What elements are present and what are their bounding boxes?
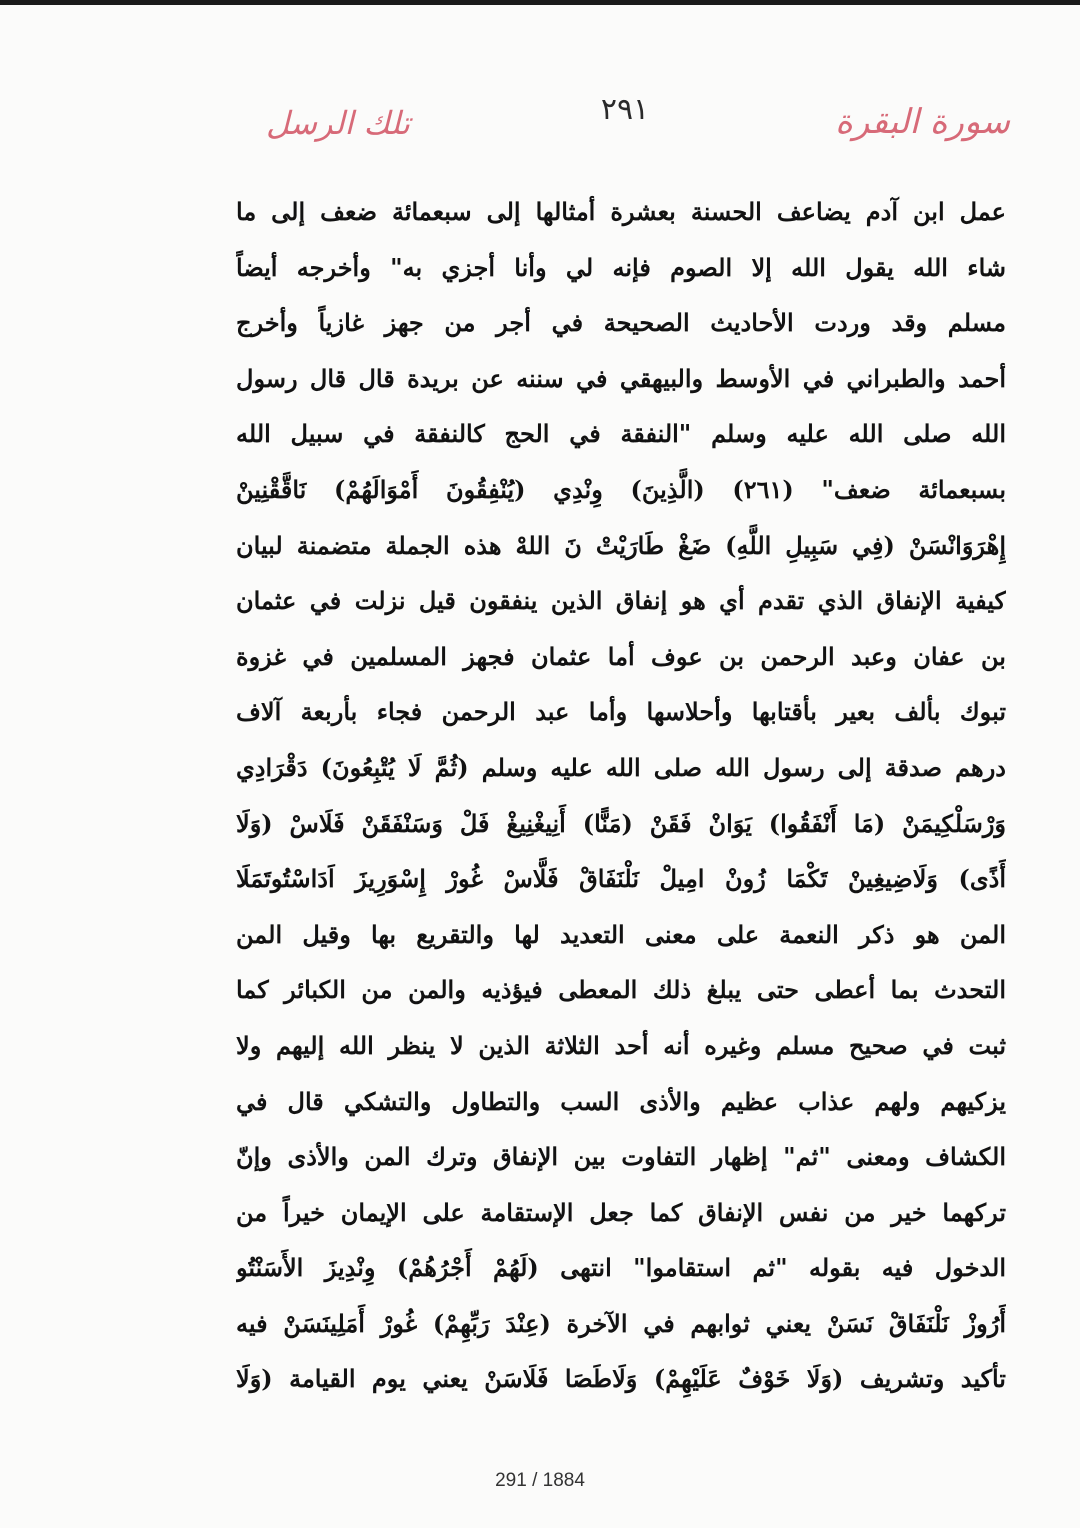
text-line: تركهما خير من نفس الإنفاق كما جعل الإستقامة على الإيمان خيراً من bbox=[236, 1197, 1006, 1227]
text-line: الله صلى الله عليه وسلم "النفقة في الحج كالنفقة في سبيل الله bbox=[236, 419, 1006, 449]
text-line: يزكيهم ولهم عذاب عظيم والأذى السب والتطاول والتشكي قال في bbox=[236, 1086, 1006, 1116]
text-line: تأكيد وتشريف (وَلَا خَوْفٌ عَلَيْهِمْ) وَلَاطَصَا فَلَاسَنْ يعني يوم القيامة (وَلَا bbox=[236, 1364, 1006, 1394]
scan-top-edge bbox=[0, 0, 1080, 5]
text-line: الكشاف ومعنى "ثم" إظهار التفاوت بين الإنفاق وترك المن والأذى وإنّ bbox=[236, 1142, 1006, 1172]
juz-name-annotation: تلك الرسل bbox=[266, 104, 410, 142]
text-line: أَذًى) وَلَاضِيغِينْ تَكْمَا زُونْ امِيلْ نَلْنَفَاقْ فَلَّاسْ غُورْ إِسْوَرِيزَ اَدَاسْتُوتَمَلَا bbox=[236, 864, 1006, 894]
text-line: مسلم وقد وردت الأحاديث الصحيحة في أجر من جهز غازياً وأخرج bbox=[236, 308, 1006, 338]
page-indicator: 291 / 1884 bbox=[495, 1470, 585, 1491]
page-body-text bbox=[236, 184, 1006, 1407]
text-line: المن هو ذكر النعمة على معنى التعديد لها والتقريع بها وقيل المن bbox=[236, 919, 1006, 949]
page-header bbox=[230, 92, 1010, 162]
text-line: عمل ابن آدم يضاعف الحسنة بعشرة أمثالها إلى سبعمائة ضعف إلى ما bbox=[236, 197, 1006, 226]
text-line: كيفية الإنفاق الذي تقدم أي هو إنفاق الذين ينفقون قيل نزلت في عثمان bbox=[236, 586, 1006, 616]
text-line: بسبعمائة ضعف" (٢٦١) (الَّذِينَ) وِنْدِي (يُنْفِقُونَ أَمْوَالَهُمْ) نَاقَّقْنِينْ bbox=[236, 474, 1006, 504]
text-line: التحدث بما أعطى حتى يبلغ ذلك المعطى فيؤذيه والمن من الكبائر كما bbox=[236, 975, 1006, 1005]
surah-name-annotation: سورة البقرة bbox=[835, 102, 1010, 142]
text-line: بن عفان وعبد الرحمن بن عوف أما عثمان فجهز المسلمين في غزوة bbox=[236, 641, 1006, 671]
text-line: درهم صدقة إلى رسول الله صلى الله عليه وسلم (ثُمَّ لَا يُتْبِعُونَ) دَقْرَادِي bbox=[236, 752, 1006, 782]
text-line: الدخول فيه بقوله "ثم استقاموا" انتهى (لَهُمْ أَجْرُهُمْ) وِنْدِيزَ الأَسَنْتُو bbox=[236, 1253, 1006, 1283]
page-number-arabic: ٢٩١ bbox=[600, 92, 650, 127]
text-line: وَرْسَلْكِيمَنْ (مَا أَنْفَقُوا) يَوَانْ فَقَنْ (مَنًّا) أَنِيغْنِيغْ فَلْ وَسَنْفَقَنْ فَلَاسْ (وَلَا bbox=[236, 808, 1006, 838]
text-line: إِهْرَوَانْسَنْ (فِي سَبِيلِ اللَّهِ) ضَغْ طَارَيْتْ نَ اللهْ هذه الجملة متضمنة لبيان bbox=[236, 530, 1006, 560]
text-line: ثبت في صحيح مسلم وغيره أنه أحد الثلاثة الذين لا ينظر الله إليهم ولا bbox=[236, 1030, 1006, 1060]
text-line: شاء الله يقول الله إلا الصوم فإنه لي وأنا أجزي به" وأخرجه أيضاً bbox=[236, 252, 1006, 282]
text-line: أَرُوزْ نَلْنَفَاقْ نَسَنْ يعني ثوابهم في الآخرة (عِنْدَ رَبِّهِمْ) غُورْ أَمَلِينَسَنْ فيه bbox=[236, 1308, 1006, 1338]
text-line: أحمد والطبراني في الأوسط والبيهقي في سننه عن بريدة قال قال رسول bbox=[236, 363, 1006, 393]
text-line: تبوك بألف بعير بأقتابها وأحلاسها وأما عبد الرحمن فجاء بأربعة آلاف bbox=[236, 697, 1006, 727]
